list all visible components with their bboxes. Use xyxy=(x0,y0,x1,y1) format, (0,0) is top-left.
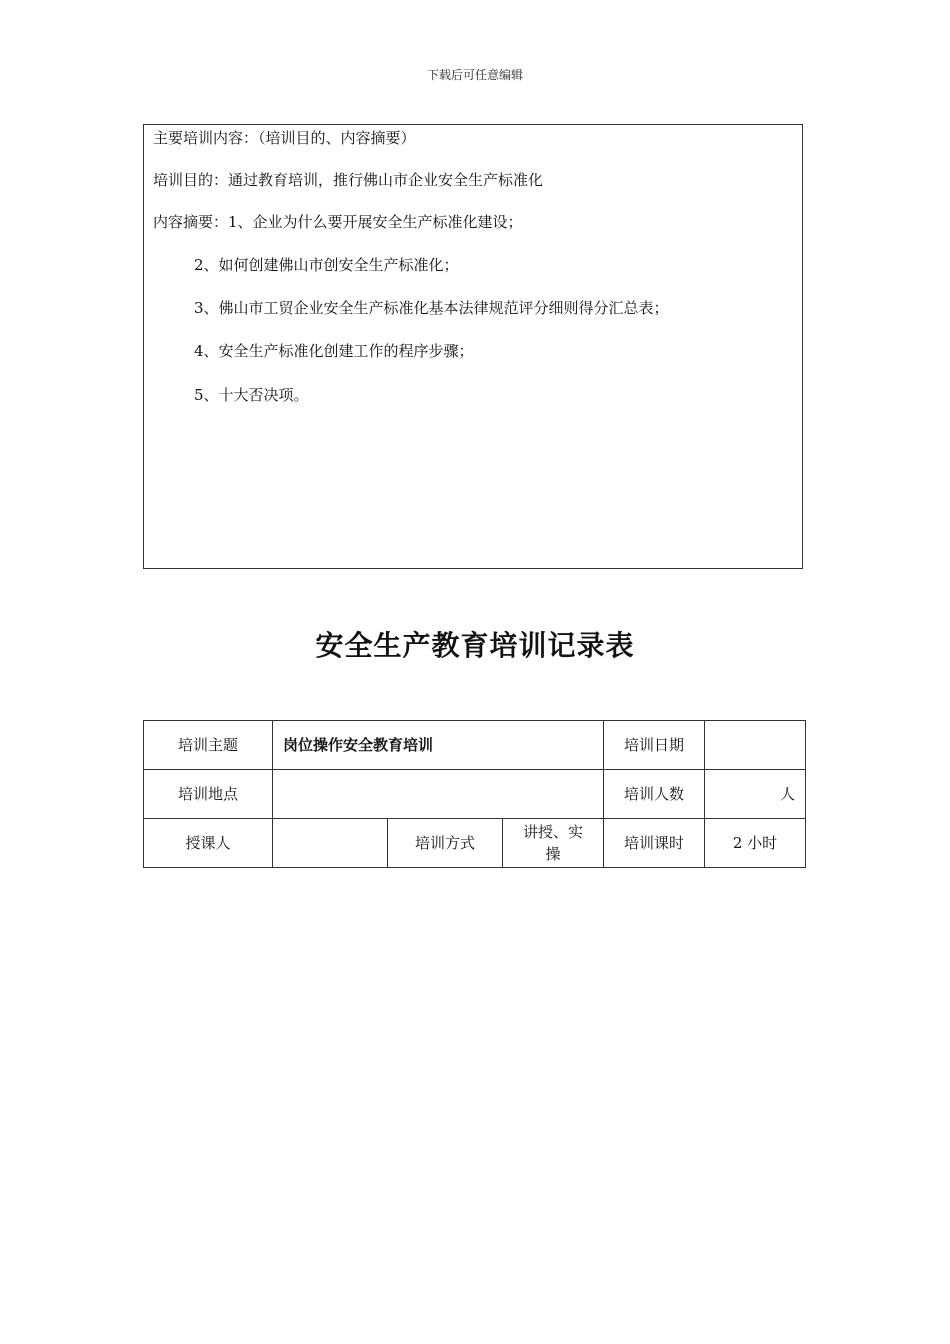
date-value xyxy=(705,721,806,770)
lecturer-label: 授课人 xyxy=(144,819,273,868)
method-label: 培训方式 xyxy=(388,819,503,868)
method-value xyxy=(503,819,604,868)
method-value-line-2: 操 xyxy=(545,845,561,863)
count-value: 人 xyxy=(705,770,806,819)
table-row xyxy=(144,819,806,868)
training-purpose: 培训目的：通过教育培训，推行佛山市企业安全生产标准化 xyxy=(153,171,544,189)
document-title: 安全生产教育培训记录表 xyxy=(315,629,635,662)
header-note: 下载后可任意编辑 xyxy=(426,68,523,82)
content-summary-item-2: 2、如何创建佛山市创安全生产标准化； xyxy=(194,256,459,274)
training-content-box xyxy=(143,124,803,569)
table-row xyxy=(144,721,806,770)
training-record-table xyxy=(143,720,806,868)
table-row xyxy=(144,770,806,819)
lecturer-value xyxy=(273,819,388,868)
location-label: 培训地点 xyxy=(144,770,273,819)
location-value xyxy=(273,770,604,819)
content-summary-item-5: 5、十大否决项。 xyxy=(194,386,309,404)
hours-value: 2 小时 xyxy=(705,819,806,868)
hours-label: 培训课时 xyxy=(604,819,705,868)
topic-value: 岗位操作安全教育培训 xyxy=(273,721,604,770)
content-heading: 主要培训内容：（培训目的、内容摘要） xyxy=(153,129,416,147)
count-label: 培训人数 xyxy=(604,770,705,819)
content-summary-item-3: 3、佛山市工贸企业安全生产标准化基本法律规范评分细则得分汇总表； xyxy=(194,299,669,317)
method-value-line-1: 讲授、实 xyxy=(523,823,584,841)
date-label: 培训日期 xyxy=(604,721,705,770)
content-summary-item-1: 内容摘要：1、企业为什么要开展安全生产标准化建设； xyxy=(153,213,523,231)
content-summary-item-4: 4、安全生产标准化创建工作的程序步骤； xyxy=(194,342,474,360)
topic-label: 培训主题 xyxy=(144,721,273,770)
